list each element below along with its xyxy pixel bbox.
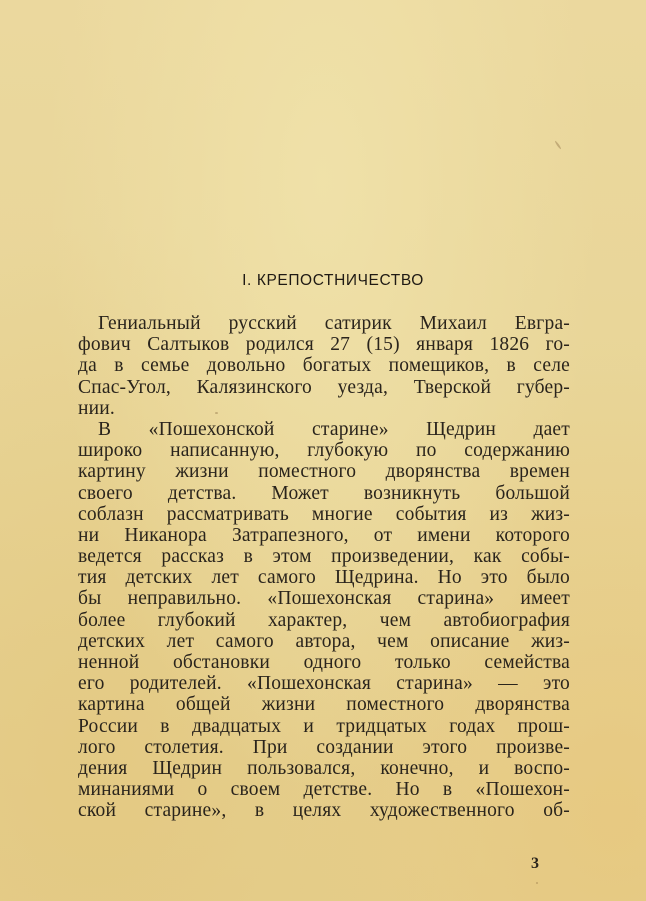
text-line: Гениальный русский сатирик Михаил Евгра- bbox=[98, 313, 570, 334]
body-text bbox=[78, 313, 570, 822]
text-line: России в двадцатых и тридцатых годах прош- bbox=[78, 715, 570, 737]
text-line: нии. bbox=[78, 397, 115, 419]
text-line: более глубокий характер, чем автобиография bbox=[78, 609, 570, 631]
text-line: да в семье довольно богатых помещиков, в селе bbox=[78, 355, 570, 377]
text-line: широко написанную, глубокую по содержанию bbox=[78, 440, 570, 462]
text-line: тия детских лет самого Щедрина. Но это было bbox=[78, 567, 570, 589]
paper-speck bbox=[536, 882, 538, 884]
text-line: его родителей. «Пошехонская старина» — это bbox=[78, 673, 570, 695]
text-line: ни Никанора Затрапезного, от имени которого bbox=[78, 524, 570, 546]
page-number: 3 bbox=[531, 855, 539, 872]
text-line: фович Салтыков родился 27 (15) января 1826 го- bbox=[78, 334, 570, 356]
text-line: Спас-Угол, Калязинского уезда, Тверской губер- bbox=[78, 376, 570, 398]
text-line: дения Щедрин пользовался, конечно, и воспо- bbox=[78, 757, 570, 779]
text-line: своего детства. Может возникнуть большой bbox=[78, 482, 570, 504]
paper-speck bbox=[215, 412, 218, 414]
text-line: бы неправильно. «Пошехонская старина» имеет bbox=[78, 588, 570, 610]
paper-speck bbox=[554, 140, 561, 149]
chapter-heading: I. КРЕПОСТНИЧЕСТВО bbox=[242, 272, 424, 289]
text-line: картину жизни поместного дворянства времен bbox=[78, 461, 570, 483]
text-line: соблазн рассматривать многие события из жиз- bbox=[78, 503, 570, 525]
text-line: ведется рассказ в этом произведении, как собы- bbox=[78, 546, 570, 568]
text-line: картина общей жизни поместного дворянства bbox=[78, 694, 570, 716]
text-line: лого столетия. При создании этого произве- bbox=[78, 736, 570, 758]
text-line: детских лет самого автора, чем описание жиз- bbox=[78, 630, 570, 652]
text-line: В «Пошехонской старине» Щедрин дает bbox=[98, 418, 570, 440]
text-line: ненной обстановки одного только семейства bbox=[78, 652, 570, 673]
text-line: ской старине», в целях художественного об- bbox=[78, 800, 570, 822]
text-line: минаниями о своем детстве. Но в «Пошехон- bbox=[78, 779, 570, 801]
